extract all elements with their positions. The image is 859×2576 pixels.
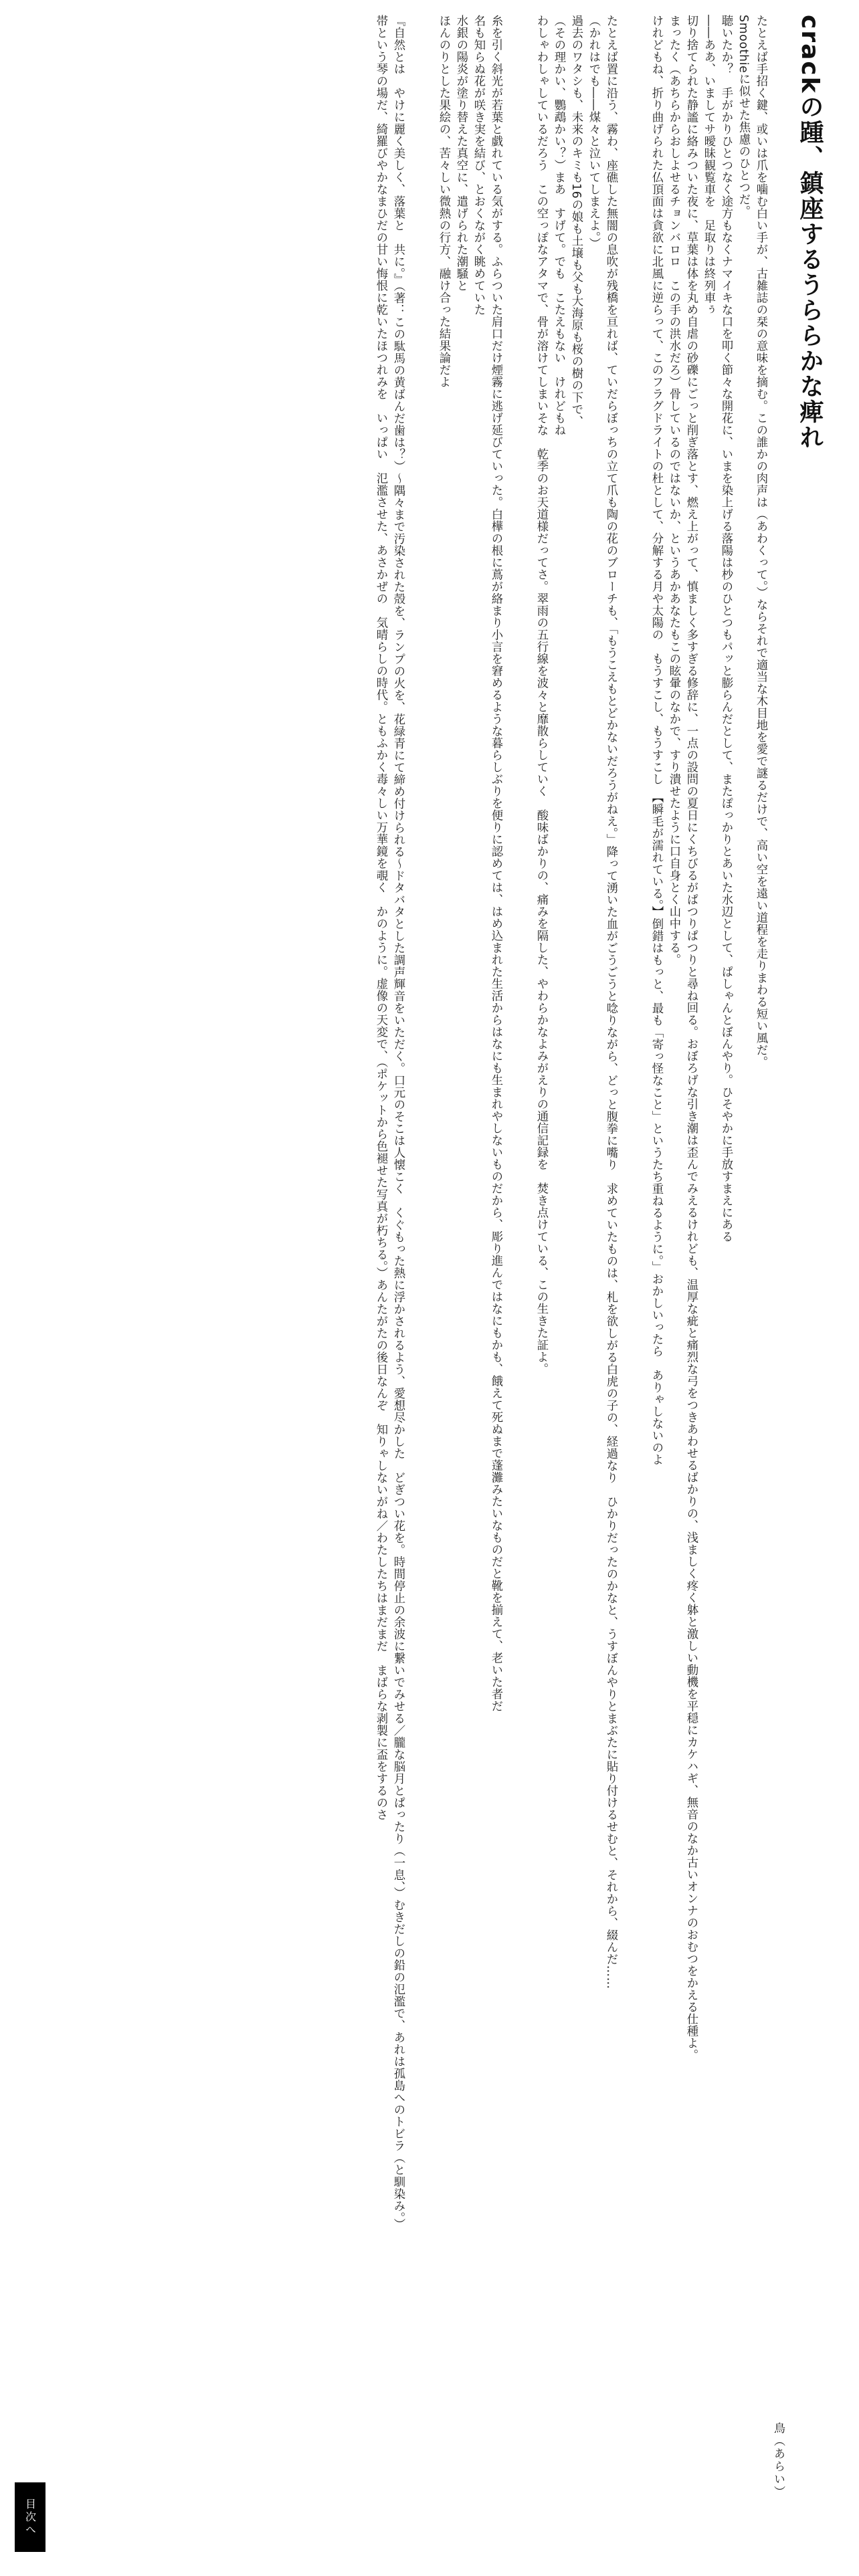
- body-text: [372, 15, 769, 2489]
- body-paragraph: 聴いたか？ 手がかりひとつなく途方もなくナマイキな口を叩く節々な開花に、いまを染上げる落陽は杪のひとつもパッと膨らんだとして、またぽっかりとあいた水辺として、ぱしゃんとぼんやり。ひそやかに手放すまえにある: [719, 15, 733, 1243]
- body-paragraph: 名も知らぬ花が咲き実を結び、とおくながく眺めていた: [472, 15, 485, 316]
- body-paragraph: （かれはでも――煤々と泣いてしまえよ。）: [587, 15, 600, 250]
- body-paragraph: 糸を引く斜光が若葉と戯れている気がする。ふらついた肩口だけ煙霧に逃げ延びていった。白樺の根に蔦が絡まり小言を窘めるような暮らしぶりを便りに認めては、はめ込まれた生活からはなにも生まれやしないものだから、彫り進んではなにもかも、餓えて死ぬまで蓬灘みたいなものだと靴を揃えて、老いた者だ: [489, 15, 502, 1712]
- body-paragraph: わしゃわしゃしているだろう この空っぽなアタマで、骨が溶けてしまいそな 乾季のお天道様だってさ。翠雨の五行線を波々と靡散らしていく 酸味ばかりの、痛みを隔した、やわらかなよみがえりの通信記録を 焚き点けている、この生きた証よ。: [535, 15, 548, 1375]
- body-paragraph: ほんのりとした果絵の、苦々しい微熱の行方、融け合った結果論だよ: [437, 15, 450, 388]
- body-paragraph: 『自然とは やけに麗く美しく、落葉と 共に。』（著：この駄馬の黄ばんだ歯は？）～隅々まで汚染された殻を、ランプの火を、花緑青にて締め付けられる～ドタバタとした調声輝音をいただく。口元のそこは人懐こく くぐもった熱に浮かされるよう、愛想尽かした どぎつい花を。時間停止の余波に繋いでみせる／朧な脳月とぱったり（一息、）むきだしの鉛の氾濫で、あれは孤島へのトビラ（と馴染み。）: [391, 15, 405, 2231]
- body-paragraph: 過去のワタシも、未来のキミも16の娘も土壌も父も大海原も桜の樹の下で、: [569, 15, 583, 428]
- body-paragraph: まったく（あちらからおしよせるチョンバロロ この手の洪水だろ）骨しているのではないか、というあかあなたもこの眩暈のなかで、すり潰せたように口自身とく山中する。: [667, 15, 680, 966]
- author-name: 鳥（あらい）: [771, 2422, 785, 2498]
- body-paragraph: 帯という琴の場だ、綺羅びやかなまひだの甘い悔恨に乾いたほつれみを いっぱい 氾濫させた、あさかぜの 気晴らしの時代。ともふかく毒々しい万華鏡を覗く かのように。虚像の天変で、（ポケットから色褪せた写真が朽ちる。）あんたがたの後日なんぞ 知りゃしないがね／わたしたちはまだまだ まばらな剥製に盃をするのさ: [374, 15, 387, 1821]
- body-paragraph: 切り捨てられた静謐に絡みついた夜に、草葉は体を丸め自虐の砂礫にごっと削ぎ落とす、燃え上がって、慎ましく多すぎる修辞に、一点の設問の夏日にくちびるがぱつりぱつりと尋ね回る。おぼろげな引き潮は歪んでみえるけれども、温厚な疵と痛烈な弓をつきあわせるばかりの、浅ましく疼く躰と激しい動機を平穏にカケハギ、無音のなか古いオンナのおむつをかえる仕種よ。: [684, 15, 698, 2061]
- blank-line: [515, 15, 533, 2489]
- toc-button[interactable]: [15, 2482, 45, 2552]
- body-paragraph: たとえば手招く鍵、或いは爪を噛む白い手が、古雑誌の栞の意味を摘む。この誰かの肉声は（あわくって。）ならそれで適当な木目地を愛で謎るだけで、高い空を遠い道程を走りまわる短い風だ。: [754, 15, 767, 1069]
- body-paragraph: （その理かい、鸚鵡かい？）まあ すげて。でも こたえもない けれどもね: [552, 15, 565, 436]
- toc-button-label: 目次へ: [23, 2498, 37, 2537]
- body-paragraph: ――ああ、いましてサ曖昧観覧車を 足取りは終列車ぅ: [702, 15, 715, 316]
- blank-line: [417, 15, 435, 2489]
- body-paragraph: 水銀の陽炎が塗り替えた真空に、遣げられた潮騒と: [454, 15, 468, 292]
- work-title: crackの踵、鎮座するうららかな痺れ: [796, 15, 824, 450]
- vertical-text-area: [24, 15, 827, 2489]
- body-paragraph: Smoothieに似せた焦慮のひとつだ。: [737, 15, 750, 218]
- blank-line: [630, 15, 648, 2489]
- body-paragraph: たとえば置に沿う、霧わ、座礁した無闇の息吹が残橋を亘れば、ていだらぼっちの立て爪も陶の花のブローチも、「もうこえもとどかないだろうがねえ。」降って湧いた血がごうごうと唸りながら、どっと腹拳に嘴り 求めていたものは、札を欲しがる白虎の子の、経過なり ひかりだったのかなと、うすぼんやりとまぶたに貼り付けるせむと、それから、綴んだ……: [604, 15, 617, 1990]
- body-paragraph: けれどもね、折り曲げられた仏頂面は貪欲に北風に逆らって、このフラグドライトの杜として、分解する月や太陽の もうすこし、もうすこし 【瞬毛が濡れている。】倒錯はもっと、最も「寄っ怪なこと」というたち重ねるように。」おかしいったら ありゃしないのよ: [650, 15, 663, 1466]
